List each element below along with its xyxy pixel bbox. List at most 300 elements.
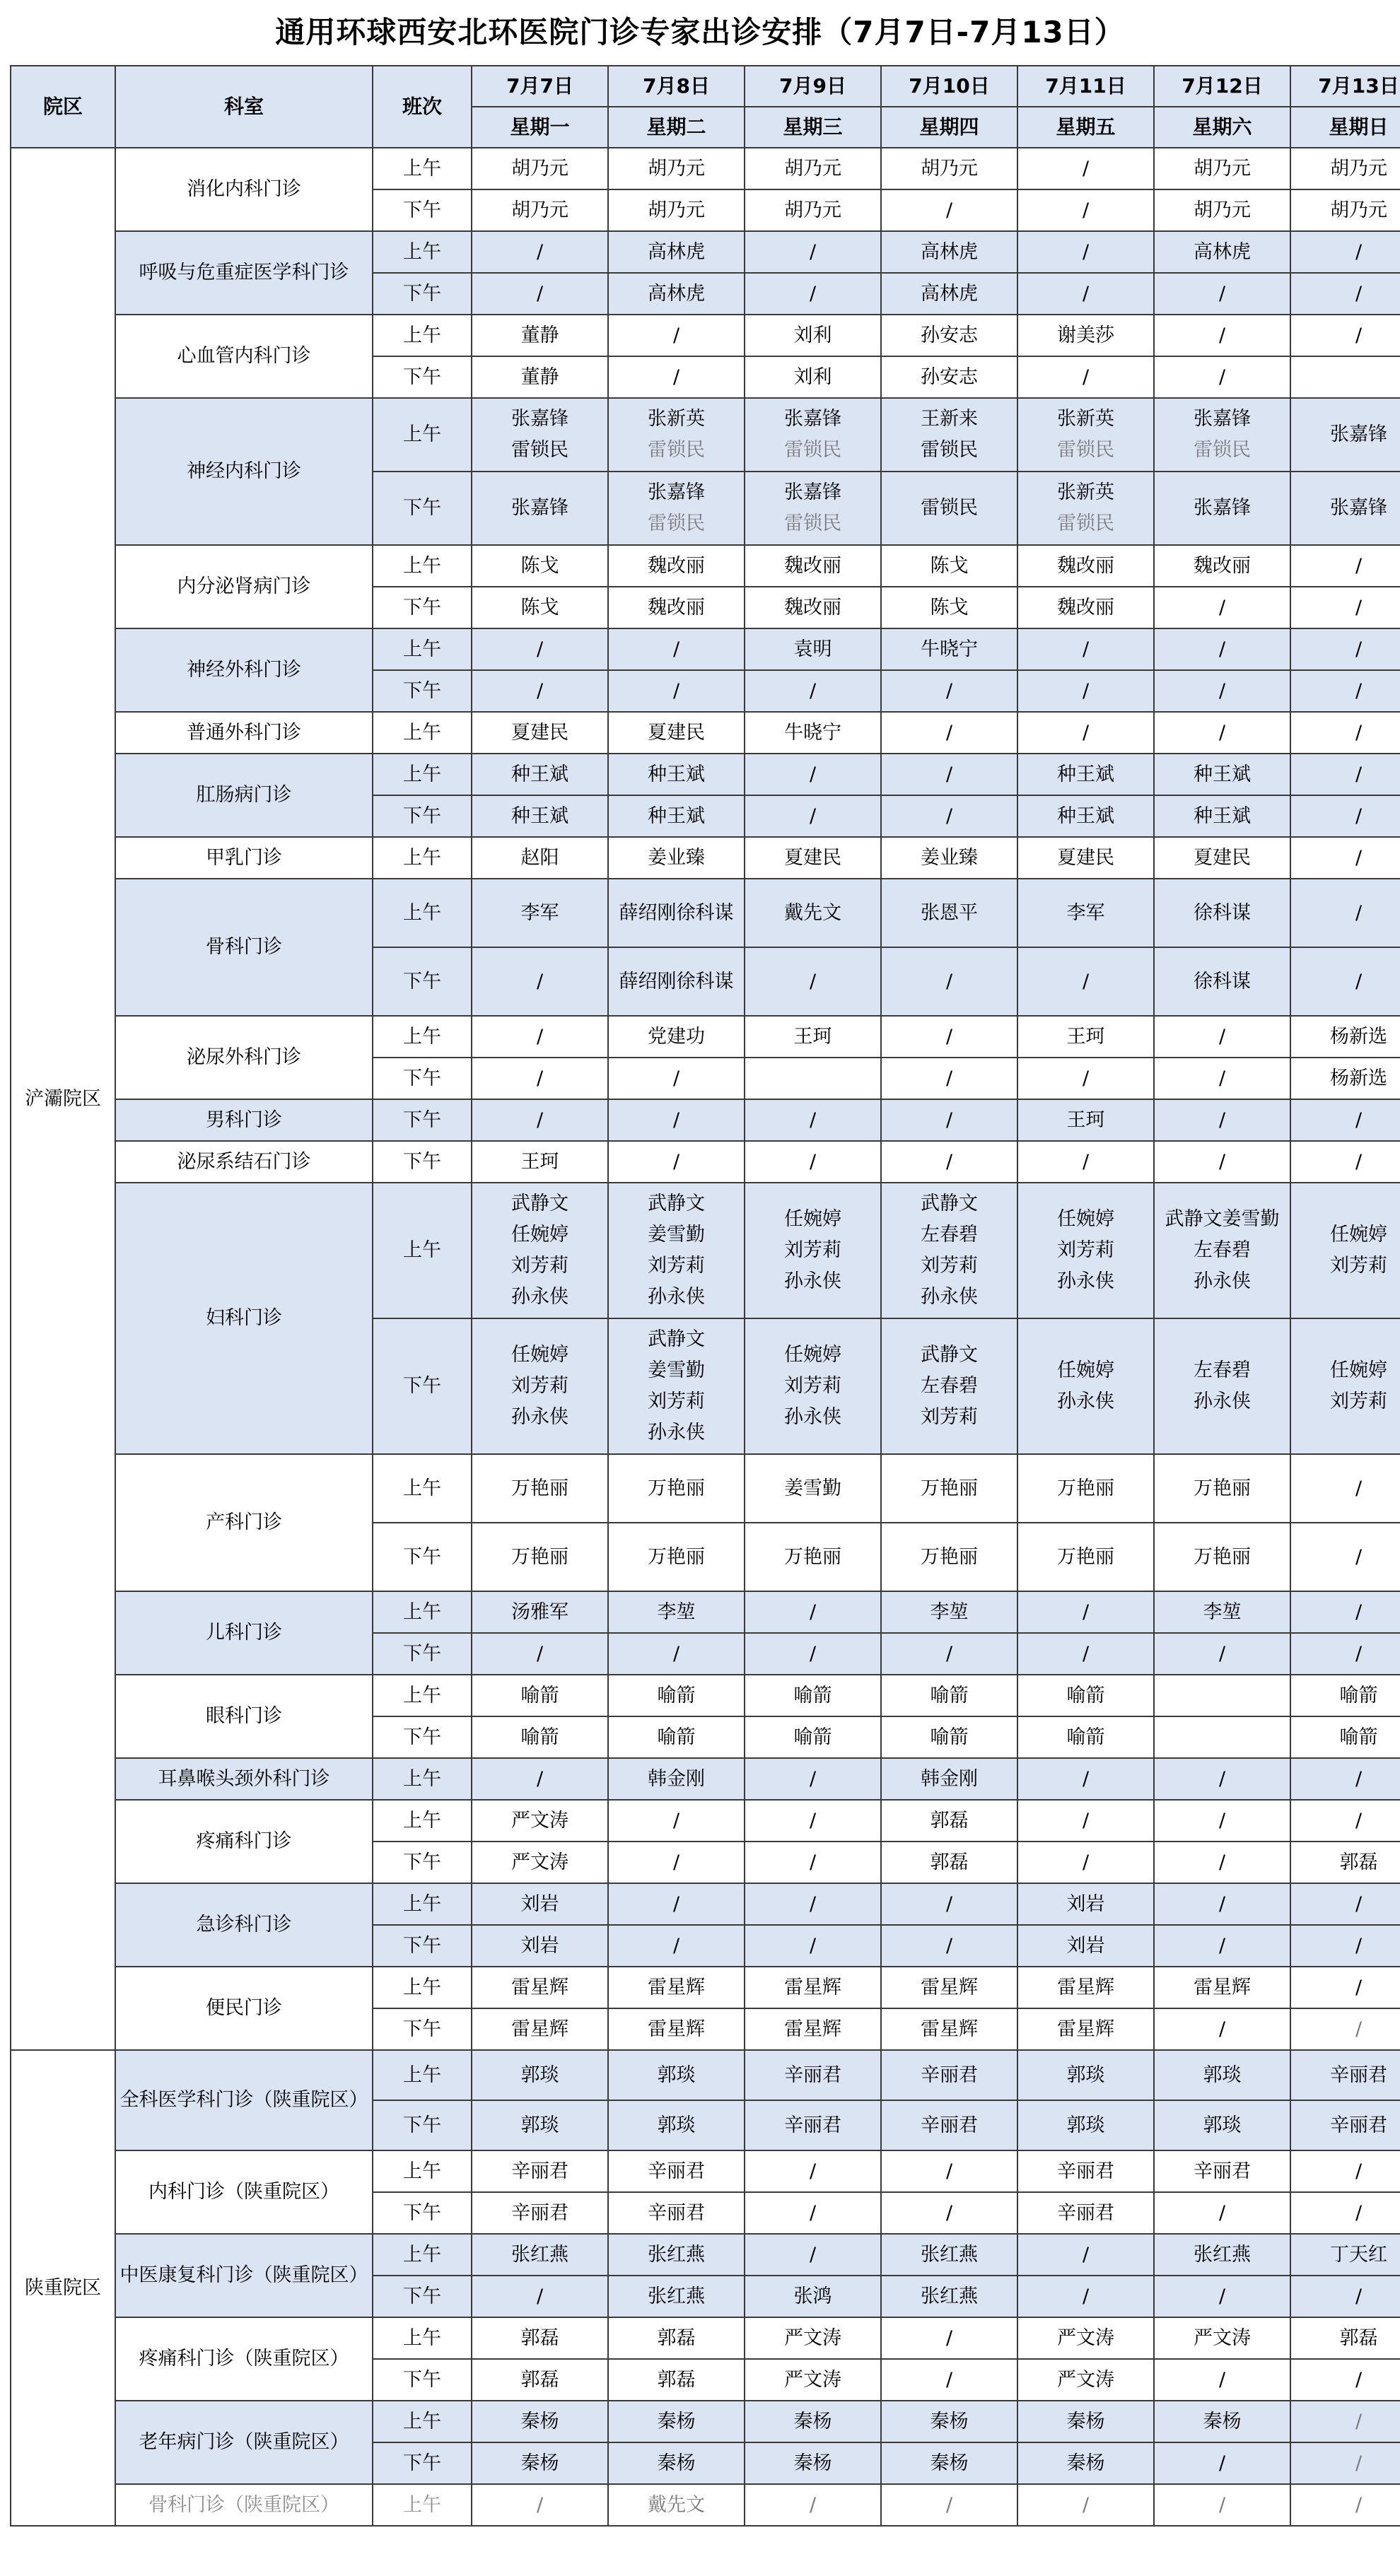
schedule-cell bbox=[1017, 2484, 1154, 2526]
schedule-cell bbox=[881, 315, 1017, 356]
schedule-cell bbox=[881, 1716, 1017, 1758]
doctor-name: 高林虎 bbox=[648, 282, 705, 305]
doctor-name: / bbox=[1355, 901, 1363, 924]
doctor-name: / bbox=[1082, 970, 1090, 993]
schedule-cell bbox=[745, 587, 881, 628]
doctor-name: 姜雪勤 bbox=[784, 1477, 841, 1499]
schedule-cell bbox=[1017, 670, 1154, 712]
department-name: 泌尿外科门诊 bbox=[115, 1016, 373, 1099]
doctor-name: 种王斌 bbox=[1057, 763, 1114, 785]
schedule-cell bbox=[745, 2234, 881, 2276]
doctor-name: 雷锁民 bbox=[1194, 439, 1251, 461]
doctor-name: 万艳丽 bbox=[511, 1477, 568, 1499]
schedule-row bbox=[11, 1141, 1400, 1183]
doctor-name: / bbox=[809, 1892, 817, 1915]
schedule-row bbox=[11, 1758, 1400, 1800]
schedule-cell bbox=[1154, 1016, 1290, 1058]
page-title: 通用环球西安北环医院门诊专家出诊安排（7月7日-7月13日） bbox=[275, 15, 1125, 49]
schedule-cell bbox=[1290, 1523, 1400, 1591]
doctor-name: / bbox=[1355, 679, 1363, 702]
shift-label: 上午 bbox=[373, 1758, 472, 1800]
schedule-cell bbox=[1154, 1633, 1290, 1675]
shift-label: 下午 bbox=[373, 2192, 472, 2234]
schedule-cell bbox=[608, 2050, 745, 2100]
schedule-cell bbox=[745, 879, 881, 947]
schedule-cell bbox=[472, 2401, 608, 2442]
doctor-name: / bbox=[809, 240, 817, 263]
schedule-cell bbox=[1017, 2442, 1154, 2484]
doctor-name: / bbox=[1355, 846, 1363, 869]
schedule-cell bbox=[1017, 1523, 1154, 1591]
schedule-cell bbox=[608, 754, 745, 795]
doctor-name: / bbox=[1355, 596, 1363, 619]
doctor-name: 郭磊 bbox=[930, 1809, 969, 1832]
doctor-name: / bbox=[1355, 763, 1363, 785]
doctor-name: 秦杨 bbox=[930, 2452, 969, 2474]
doctor-name: / bbox=[945, 763, 953, 785]
doctor-name: / bbox=[809, 2243, 817, 2266]
doctor-name: / bbox=[945, 199, 953, 221]
doctor-name: 孙永侠 bbox=[784, 1270, 841, 1292]
schedule-cell bbox=[1154, 1925, 1290, 1967]
doctor-name: 董静 bbox=[520, 365, 559, 388]
schedule-cell bbox=[1290, 628, 1400, 670]
schedule-cell bbox=[745, 398, 881, 472]
doctor-name: 董静 bbox=[520, 324, 559, 346]
doctor-name: 辛丽君 bbox=[1330, 2114, 1387, 2136]
doctor-name: 魏改丽 bbox=[1194, 554, 1251, 577]
doctor-name: 喻箭 bbox=[1066, 1726, 1105, 1748]
schedule-cell bbox=[1290, 712, 1400, 754]
schedule-cell bbox=[1290, 1758, 1400, 1800]
schedule-cell bbox=[608, 1633, 745, 1675]
schedule-cell bbox=[881, 1523, 1017, 1591]
doctor-name: 张新英 bbox=[648, 408, 705, 430]
schedule-cell bbox=[745, 628, 881, 670]
doctor-name: / bbox=[945, 679, 953, 702]
header-date: 7月11日 bbox=[1017, 66, 1154, 107]
schedule-cell bbox=[745, 1925, 881, 1967]
doctor-name: 孙永侠 bbox=[921, 1286, 978, 1308]
schedule-cell bbox=[881, 1967, 1017, 2008]
doctor-name: 喻箭 bbox=[1339, 1726, 1378, 1748]
schedule-cell bbox=[1290, 1183, 1400, 1318]
schedule-cell bbox=[472, 398, 608, 472]
schedule-cell bbox=[1017, 148, 1154, 189]
header-weekday: 星期二 bbox=[608, 107, 745, 148]
schedule-row bbox=[11, 1675, 1400, 1716]
schedule-cell bbox=[1154, 1675, 1290, 1716]
doctor-name: / bbox=[1218, 721, 1226, 744]
doctor-name: 张红燕 bbox=[921, 2243, 978, 2266]
doctor-name: 武静文 bbox=[648, 1193, 705, 1214]
schedule-cell bbox=[472, 472, 608, 545]
doctor-name: / bbox=[672, 1067, 680, 1089]
shift-label: 下午 bbox=[373, 1925, 472, 1967]
schedule-cell bbox=[608, 628, 745, 670]
schedule-cell bbox=[1290, 315, 1400, 356]
schedule-cell bbox=[1017, 1883, 1154, 1925]
shift-label: 上午 bbox=[373, 315, 472, 356]
schedule-cell bbox=[608, 837, 745, 879]
doctor-name: 刘岩 bbox=[520, 1934, 559, 1957]
shift-label: 上午 bbox=[373, 1183, 472, 1318]
schedule-cell bbox=[1290, 879, 1400, 947]
doctor-name: 严文涛 bbox=[784, 2326, 841, 2349]
doctor-name: 万艳丽 bbox=[648, 1545, 705, 1568]
schedule-cell bbox=[881, 1454, 1017, 1523]
doctor-name: 万艳丽 bbox=[648, 1477, 705, 1499]
schedule-cell bbox=[1154, 2359, 1290, 2401]
doctor-name: 孙永侠 bbox=[1194, 1270, 1251, 1292]
doctor-name: / bbox=[1355, 1934, 1363, 1957]
shift-label: 下午 bbox=[373, 1633, 472, 1675]
schedule-cell bbox=[1290, 1141, 1400, 1183]
schedule-row bbox=[11, 1591, 1400, 1633]
doctor-name: / bbox=[945, 1150, 953, 1173]
schedule-cell bbox=[1154, 189, 1290, 231]
doctor-name: 雷锁民 bbox=[1057, 513, 1114, 534]
shift-label: 上午 bbox=[373, 1016, 472, 1058]
schedule-cell bbox=[1290, 1842, 1400, 1883]
schedule-cell bbox=[1290, 1318, 1400, 1454]
schedule-cell bbox=[1017, 2008, 1154, 2050]
schedule-cell bbox=[1017, 1099, 1154, 1141]
doctor-name: / bbox=[672, 1642, 680, 1665]
schedule-cell bbox=[472, 1883, 608, 1925]
doctor-name: 郭琰 bbox=[1203, 2063, 1242, 2086]
schedule-cell bbox=[472, 2100, 608, 2150]
doctor-name: 王新来 bbox=[921, 408, 978, 430]
schedule-row bbox=[11, 1454, 1400, 1523]
doctor-name: / bbox=[1218, 638, 1226, 660]
doctor-name: / bbox=[809, 2160, 817, 2182]
doctor-name: / bbox=[672, 638, 680, 660]
schedule-cell bbox=[1017, 1925, 1154, 1967]
schedule-cell bbox=[608, 2008, 745, 2050]
doctor-name: / bbox=[1082, 1150, 1090, 1173]
doctor-name: 郭磊 bbox=[657, 2326, 696, 2349]
doctor-name: / bbox=[1355, 2201, 1363, 2224]
schedule-cell bbox=[608, 670, 745, 712]
schedule-cell bbox=[881, 472, 1017, 545]
doctor-name: / bbox=[1355, 1600, 1363, 1623]
doctor-name: 喻箭 bbox=[793, 1726, 832, 1748]
schedule-cell bbox=[608, 587, 745, 628]
shift-label: 下午 bbox=[373, 2276, 472, 2317]
doctor-name: 刘芳莉 bbox=[511, 1375, 568, 1397]
schedule-cell bbox=[472, 2234, 608, 2276]
schedule-cell bbox=[881, 1925, 1017, 1967]
doctor-name: / bbox=[1355, 1545, 1363, 1568]
shift-label: 上午 bbox=[373, 754, 472, 795]
doctor-name: 张鸿 bbox=[793, 2285, 832, 2307]
schedule-cell bbox=[1017, 2359, 1154, 2401]
schedule-cell bbox=[1154, 2484, 1290, 2526]
schedule-cell bbox=[608, 712, 745, 754]
schedule-cell bbox=[1154, 2150, 1290, 2192]
shift-label: 上午 bbox=[373, 2401, 472, 2442]
schedule-cell bbox=[881, 879, 1017, 947]
doctor-name: 高林虎 bbox=[648, 240, 705, 263]
schedule-cell bbox=[1290, 1675, 1400, 1716]
doctor-name: 武静文 bbox=[648, 1328, 705, 1350]
doctor-name: 牛晓宁 bbox=[784, 721, 841, 744]
department-name: 骨科门诊（陕重院区） bbox=[115, 2484, 373, 2526]
doctor-name: 夏建民 bbox=[648, 721, 705, 744]
doctor-name: / bbox=[1218, 1934, 1226, 1957]
schedule-cell bbox=[608, 1800, 745, 1842]
schedule-cell bbox=[472, 754, 608, 795]
doctor-name: / bbox=[536, 1767, 544, 1790]
doctor-name: / bbox=[945, 804, 953, 827]
doctor-name: 郭琰 bbox=[1066, 2063, 1105, 2086]
doctor-name: / bbox=[945, 1934, 953, 1957]
schedule-cell bbox=[745, 2401, 881, 2442]
doctor-name: 张嘉锋 bbox=[784, 481, 841, 503]
doctor-name: 刘利 bbox=[793, 365, 832, 388]
schedule-cell bbox=[1290, 1058, 1400, 1099]
schedule-cell bbox=[881, 2359, 1017, 2401]
doctor-name: / bbox=[672, 324, 680, 346]
schedule-cell bbox=[745, 545, 881, 587]
schedule-cell bbox=[1017, 2401, 1154, 2442]
schedule-cell bbox=[472, 1758, 608, 1800]
schedule-cell bbox=[881, 2442, 1017, 2484]
doctor-name: / bbox=[536, 1067, 544, 1089]
doctor-name: / bbox=[1082, 2243, 1090, 2266]
doctor-name: 胡乃元 bbox=[784, 199, 841, 221]
doctor-name: / bbox=[1355, 970, 1363, 993]
schedule-cell bbox=[1290, 2276, 1400, 2317]
schedule-cell bbox=[1290, 189, 1400, 231]
doctor-name: 秦杨 bbox=[1066, 2410, 1105, 2432]
schedule-cell bbox=[881, 231, 1017, 273]
schedule-cell bbox=[745, 2100, 881, 2150]
schedule-cell bbox=[745, 837, 881, 879]
schedule-cell bbox=[1290, 2484, 1400, 2526]
schedule-cell bbox=[881, 2050, 1017, 2100]
doctor-name: 魏改丽 bbox=[784, 554, 841, 577]
header-department: 科室 bbox=[115, 66, 373, 148]
schedule-row bbox=[11, 2234, 1400, 2276]
doctor-name: 胡乃元 bbox=[648, 157, 705, 180]
doctor-name: 辛丽君 bbox=[921, 2063, 978, 2086]
schedule-cell bbox=[1154, 1842, 1290, 1883]
doctor-name: 胡乃元 bbox=[1330, 157, 1387, 180]
doctor-name: 万艳丽 bbox=[921, 1545, 978, 1568]
schedule-row bbox=[11, 2150, 1400, 2192]
doctor-name: 喻箭 bbox=[657, 1684, 696, 1706]
doctor-name: / bbox=[1082, 1851, 1090, 1873]
doctor-name: 刘芳莉 bbox=[1330, 1391, 1387, 1412]
schedule-cell bbox=[1290, 837, 1400, 879]
schedule-cell bbox=[472, 670, 608, 712]
doctor-name: 刘芳莉 bbox=[1057, 1239, 1114, 1261]
schedule-cell bbox=[745, 947, 881, 1016]
schedule-cell bbox=[472, 1925, 608, 1967]
schedule-row bbox=[11, 231, 1400, 273]
schedule-cell bbox=[472, 2317, 608, 2359]
doctor-name: 武静文 bbox=[921, 1344, 978, 1366]
shift-label: 上午 bbox=[373, 231, 472, 273]
doctor-name: 高林虎 bbox=[1194, 240, 1251, 263]
department-name: 心血管内科门诊 bbox=[115, 315, 373, 398]
schedule-row bbox=[11, 1967, 1400, 2008]
doctor-name: 胡乃元 bbox=[511, 199, 568, 221]
doctor-name: 雷星辉 bbox=[1057, 2018, 1114, 2040]
schedule-cell bbox=[881, 2150, 1017, 2192]
header-date: 7月7日 bbox=[472, 66, 608, 107]
doctor-name: 孙永侠 bbox=[648, 1422, 705, 1444]
doctor-name: 党建功 bbox=[648, 1025, 705, 1048]
schedule-cell bbox=[745, 1523, 881, 1591]
schedule-cell bbox=[1017, 837, 1154, 879]
schedule-cell bbox=[1290, 587, 1400, 628]
doctor-name: 刘岩 bbox=[1066, 1892, 1105, 1915]
shift-label: 下午 bbox=[373, 273, 472, 315]
schedule-cell bbox=[1290, 356, 1400, 398]
doctor-name: / bbox=[1082, 240, 1090, 263]
schedule-cell bbox=[608, 2317, 745, 2359]
doctor-name: / bbox=[1218, 1108, 1226, 1131]
schedule-cell bbox=[881, 1141, 1017, 1183]
doctor-name: / bbox=[536, 970, 544, 993]
doctor-name: / bbox=[809, 1150, 817, 1173]
doctor-name: 张嘉锋 bbox=[1194, 497, 1251, 519]
schedule-cell bbox=[472, 2442, 608, 2484]
schedule-cell bbox=[1017, 545, 1154, 587]
schedule-cell bbox=[1154, 670, 1290, 712]
doctor-name: 姜雪勤 bbox=[648, 1359, 705, 1381]
doctor-name: / bbox=[1218, 365, 1226, 388]
schedule-cell bbox=[745, 670, 881, 712]
doctor-name: 雷锁民 bbox=[784, 439, 841, 461]
schedule-cell bbox=[608, 1058, 745, 1099]
schedule-cell bbox=[881, 1318, 1017, 1454]
schedule-cell bbox=[745, 2317, 881, 2359]
doctor-name: 刘芳莉 bbox=[784, 1375, 841, 1397]
schedule-cell bbox=[881, 1633, 1017, 1675]
schedule-cell bbox=[1017, 1141, 1154, 1183]
department-name: 疼痛科门诊 bbox=[115, 1800, 373, 1883]
department-name: 内分泌肾病门诊 bbox=[115, 545, 373, 628]
schedule-cell bbox=[1154, 1716, 1290, 1758]
doctor-name: / bbox=[1355, 2452, 1363, 2474]
schedule-row bbox=[11, 2317, 1400, 2359]
shift-label: 上午 bbox=[373, 1967, 472, 2008]
schedule-cell bbox=[1017, 754, 1154, 795]
schedule-cell bbox=[881, 398, 1017, 472]
schedule-cell bbox=[1290, 2050, 1400, 2100]
schedule-cell bbox=[881, 2234, 1017, 2276]
schedule-cell bbox=[1154, 315, 1290, 356]
doctor-name: / bbox=[809, 763, 817, 785]
doctor-name: 薛绍刚徐科谋 bbox=[619, 970, 734, 993]
schedule-cell bbox=[1154, 1183, 1290, 1318]
schedule-cell bbox=[745, 2484, 881, 2526]
doctor-name: 孙永侠 bbox=[511, 1406, 568, 1428]
schedule-cell bbox=[472, 1800, 608, 1842]
doctor-name: / bbox=[672, 365, 680, 388]
schedule-cell bbox=[1154, 795, 1290, 837]
schedule-row bbox=[11, 2401, 1400, 2442]
doctor-name: 郭磊 bbox=[520, 2326, 559, 2349]
doctor-name: / bbox=[536, 282, 544, 305]
doctor-name: 秦杨 bbox=[930, 2410, 969, 2432]
header-weekday: 星期五 bbox=[1017, 107, 1154, 148]
schedule-cell bbox=[608, 1925, 745, 1967]
schedule-cell bbox=[745, 1454, 881, 1523]
doctor-name: 韩金刚 bbox=[921, 1767, 978, 1790]
header-date: 7月9日 bbox=[745, 66, 881, 107]
shift-label: 下午 bbox=[373, 1318, 472, 1454]
doctor-name: / bbox=[536, 679, 544, 702]
schedule-cell bbox=[608, 795, 745, 837]
doctor-name: 张新英 bbox=[1057, 481, 1114, 503]
schedule-cell bbox=[1017, 1183, 1154, 1318]
doctor-name: 喻箭 bbox=[520, 1684, 559, 1706]
doctor-name: 辛丽君 bbox=[1330, 2063, 1387, 2086]
doctor-name: 袁明 bbox=[793, 638, 832, 660]
shift-label: 下午 bbox=[373, 670, 472, 712]
schedule-cell bbox=[1017, 356, 1154, 398]
doctor-name: 武静文 bbox=[921, 1193, 978, 1214]
doctor-name: 李堃 bbox=[657, 1600, 696, 1623]
schedule-cell bbox=[1154, 587, 1290, 628]
header-shift: 班次 bbox=[373, 66, 472, 148]
doctor-name: / bbox=[809, 1767, 817, 1790]
doctor-name: 张嘉锋 bbox=[511, 497, 568, 519]
doctor-name: 喻箭 bbox=[1339, 1684, 1378, 1706]
doctor-name: 郭琰 bbox=[1203, 2114, 1242, 2136]
schedule-cell bbox=[608, 1141, 745, 1183]
schedule-cell bbox=[1154, 2234, 1290, 2276]
doctor-name: 孙安志 bbox=[921, 365, 978, 388]
doctor-name: 张嘉锋 bbox=[511, 408, 568, 430]
doctor-name: 戴先文 bbox=[784, 901, 841, 924]
doctor-name: / bbox=[809, 2201, 817, 2224]
doctor-name: 徐科谋 bbox=[1194, 970, 1251, 993]
doctor-name: 张红燕 bbox=[648, 2285, 705, 2307]
schedule-cell bbox=[608, 472, 745, 545]
schedule-cell bbox=[472, 1633, 608, 1675]
schedule-cell bbox=[1290, 1800, 1400, 1842]
schedule-cell bbox=[608, 1967, 745, 2008]
schedule-row bbox=[11, 754, 1400, 795]
doctor-name: / bbox=[1218, 1025, 1226, 1048]
doctor-name: 胡乃元 bbox=[921, 157, 978, 180]
schedule-cell bbox=[1154, 947, 1290, 1016]
schedule-cell bbox=[1290, 2008, 1400, 2050]
schedule-cell bbox=[1290, 1099, 1400, 1141]
schedule-cell bbox=[1017, 1758, 1154, 1800]
schedule-cell bbox=[1154, 356, 1290, 398]
doctor-name: 雷星辉 bbox=[1194, 1976, 1251, 1998]
schedule-cell bbox=[608, 1883, 745, 1925]
schedule-cell bbox=[881, 1842, 1017, 1883]
shift-label: 下午 bbox=[373, 795, 472, 837]
doctor-name: 种王斌 bbox=[511, 804, 568, 827]
schedule-cell bbox=[1017, 1454, 1154, 1523]
schedule-cell bbox=[1017, 2100, 1154, 2150]
schedule-cell bbox=[472, 1099, 608, 1141]
doctor-name: 魏改丽 bbox=[1057, 554, 1114, 577]
department-name: 神经内科门诊 bbox=[115, 398, 373, 545]
schedule-cell bbox=[745, 231, 881, 273]
schedule-row bbox=[11, 837, 1400, 879]
schedule-cell bbox=[1017, 1058, 1154, 1099]
